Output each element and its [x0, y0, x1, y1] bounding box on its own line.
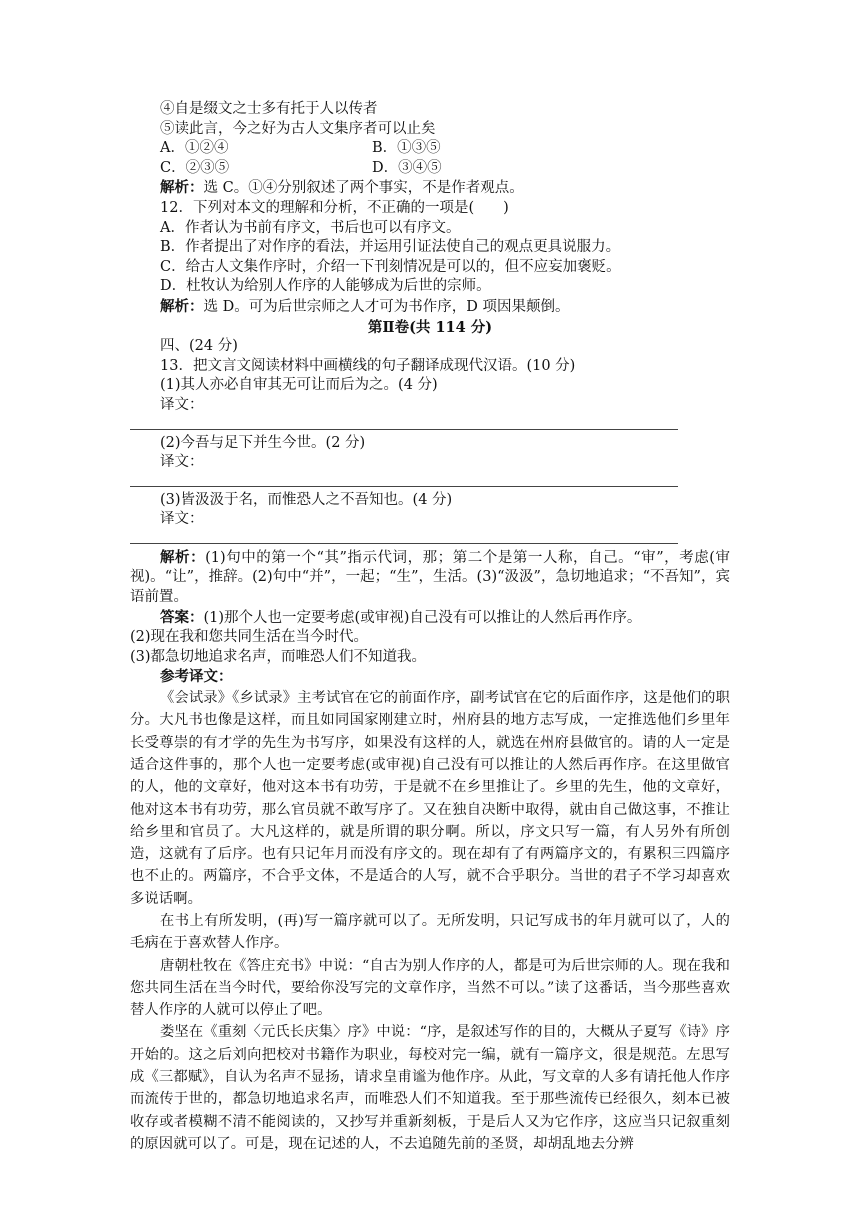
q12-stem: 12．下列对本文的理解和分析，不正确的一项是( ) [160, 199, 509, 216]
q13-stem: 13．把文言文阅读材料中画横线的句子翻译成现代汉语。(10 分) [160, 357, 576, 374]
reference-paragraph-1: 《会试录》《乡试录》主考试官在它的前面作序，副考试官在它的后面作序，这是他们的职分。大凡书也像是这样，而且如同国家刚建立时，州府县的地方志写成，一定推选他们乡里年长受尊崇的有才学的先生为书写序，如果没有这样的人，就选在州府县做官的。请的人一定是适合这件事的，那个人也一定要考虑(或审视)自己没有可以推让的人然后再作序。在这里做官的人，他的文章好，他对这本书有功劳，于是就不在乡里推让了。乡里的先生，他的文章好，他对这本书有功劳，那么官员就不敢写序了。又在独自决断中取得，就由自己做这事，不推让给乡里和官员了。大凡这样的，就是所谓的职分啊。所以，序文只写一篇，有人另外有所创造，这就有了后序。也有只记年月而没有序文的。现在却有了有两篇序文的，有累积三四篇序也不止的。两篇序，不合乎文体，不是适合的人写，就不合乎职分。当世的君子不学习却喜欢多说话啊。 [130, 690, 730, 907]
options-row-2 [130, 159, 730, 179]
reference-paragraph-4: 娄坚在《重刻〈元氏长庆集〉序》中说：“序，是叙述写作的目的，大概从子夏写《诗》序开始的。这之后刘向把校对书籍作为职业，每校对完一编，就有一篇序文，很是规范。左思写成《三都赋》，自认为名声不显扬，请求皇甫谧为他作序。从此，写文章的人多有请托他人作序而流传于世的，都急切地追求名声，而唯恐人们不知道我。至于那些流传已经很久，刻本已被收存或者模糊不清不能阅读的，又抄写并重新刻板，于是后人又为它作序，这应当只记叙重刻的原因就可以了。可是，现在记述的人，不去追随先前的圣贤，却胡乱地去分辨 [130, 1024, 730, 1152]
option-a: A．①②④ [160, 140, 229, 157]
q13-item-2: (2)今吾与足下并生今世。(2 分) [160, 434, 366, 451]
answer-line-2 [130, 473, 678, 487]
analysis-label: 解析： [160, 179, 204, 197]
analysis-label: 解析： [160, 297, 204, 315]
translation-label-2: 译文： [160, 454, 204, 471]
options-row-1 [130, 139, 730, 159]
analysis-text: 选 C。①④分别叙述了两个事实，不是作者观点。 [203, 180, 524, 197]
reference-paragraph-3: 唐朝杜牧在《答庄充书》中说：“自古为别人作序的人，都是可为后世宗师的人。现在我和您共同生活在当今时代，要给你没写完的文章作序，当然不可以。”读了这番话，当今那些喜欢替人作序的人就可以停止了吧。 [130, 957, 730, 1019]
answer-text: (1)那个人也一定要考虑(或审视)自己没有可以推让的人然后再作序。 [203, 609, 642, 626]
reference-translation [130, 687, 730, 1155]
answer-q13-1 [130, 608, 730, 629]
reference-paragraph-2: 在书上有所发明，(再)写一篇序就可以了。无所发明，只记写成书的年月就可以了，人的毛病在于喜欢替人作序。 [130, 913, 730, 952]
analysis-text: (1)句中的第一个“其”指示代词，那；第二个是第一人称，自己。“审”，考虑(审视)。“让”，推辞。(2)句中“并”，一起；“生”，生活。(3)“汲汲”，急切地追求；“不吾知”，宾语前置。 [130, 549, 730, 606]
document-page [130, 100, 730, 1155]
answer-q13-2: (2)现在我和您共同生活在当今时代。 [130, 629, 369, 646]
q12-option-a: A．作者认为书前有序文，书后也可以有序文。 [160, 219, 461, 236]
reference-label: 参考译文： [160, 668, 233, 686]
analysis-label: 解析： [160, 548, 206, 566]
option-c: C．②③⑤ [160, 159, 230, 176]
q12-option-d: D．杜牧认为给别人作序的人能够成为后世的宗师。 [160, 278, 491, 295]
option-d: D．③④⑤ [372, 159, 442, 176]
translation-label-1: 译文： [160, 396, 204, 413]
answer-q13-3: (3)都急切地追求名声，而唯恐人们不知道我。 [130, 648, 427, 665]
q13-item-1: (1)其人亦必自审其无可让而后为之。(4 分) [160, 377, 438, 394]
part-4-heading: 四、(24 分) [160, 338, 238, 355]
analysis-q13 [130, 548, 730, 608]
option-b: B．①③⑤ [372, 140, 441, 157]
analysis-q12 [130, 297, 730, 318]
section-title: 第Ⅱ卷(共 114 分) [367, 318, 493, 336]
translation-label-3: 译文： [160, 511, 204, 528]
item-5: ⑤读此言，今之好为古人文集序者可以止矣 [160, 120, 436, 137]
answer-label: 答案： [160, 608, 204, 626]
answer-line-1 [130, 416, 678, 430]
item-4: ④自是缀文之士多有托于人以传者 [160, 101, 378, 117]
analysis-text: 选 D。可为后世宗师之人才可为书作序，D 项因果颠倒。 [203, 298, 570, 315]
q12-option-b: B．作者提出了对作序的看法，并运用引证法使自己的观点更具说服力。 [160, 239, 621, 256]
answer-line-3 [130, 530, 678, 544]
analysis-q11 [130, 178, 730, 199]
q12-option-c: C．给古人文集作序时，介绍一下刊刻情况是可以的，但不应妄加褒贬。 [160, 258, 621, 275]
q13-item-3: (3)皆汲汲于名，而惟恐人之不吾知也。(4 分) [160, 491, 453, 508]
